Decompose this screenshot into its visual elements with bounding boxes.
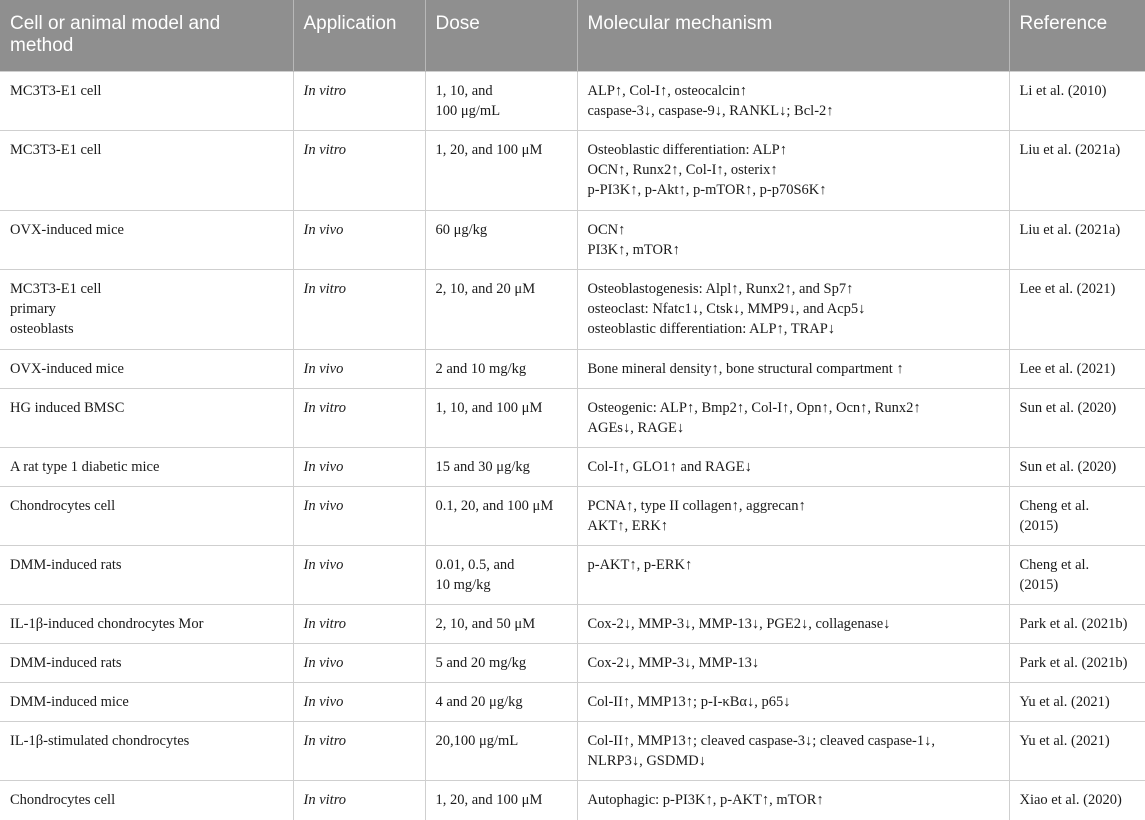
cell-dose-line: 20,100 μg/mL xyxy=(435,733,519,749)
cell-mechanism xyxy=(577,644,1009,683)
cell-model-line: OVX-induced mice xyxy=(10,222,124,238)
cell-model xyxy=(0,683,293,722)
cell-reference-line: Yu et al. (2021) xyxy=(1019,733,1110,749)
cell-reference xyxy=(1009,683,1145,722)
table-row xyxy=(0,487,1145,546)
cell-dose-line: 5 and 20 mg/kg xyxy=(435,655,527,671)
cell-application: In vitro xyxy=(293,722,425,781)
cell-model-line: DMM-induced rats xyxy=(10,557,122,573)
table-body xyxy=(0,72,1145,820)
cell-mechanism xyxy=(577,131,1009,211)
cell-model-line: IL-1β-stimulated chondrocytes xyxy=(10,733,190,749)
cell-mechanism-line: Cox-2↓, MMP-3↓, MMP-13↓ xyxy=(587,655,760,671)
cell-dose-line: 0.01, 0.5, and xyxy=(435,557,515,573)
header-row xyxy=(0,0,1145,72)
cell-application: In vivo xyxy=(293,448,425,487)
table-row xyxy=(0,605,1145,644)
cell-reference-line: Sun et al. (2020) xyxy=(1019,459,1117,475)
table-row xyxy=(0,350,1145,389)
cell-reference xyxy=(1009,781,1145,820)
cell-dose xyxy=(425,131,577,211)
table-row xyxy=(0,546,1145,605)
cell-mechanism-line: ALP↑, Col-I↑, osteocalcin↑ xyxy=(587,83,747,99)
cell-model xyxy=(0,781,293,820)
cell-model xyxy=(0,131,293,211)
cell-model-line: primary xyxy=(10,301,56,317)
cell-mechanism xyxy=(577,389,1009,448)
cell-model xyxy=(0,72,293,131)
cell-mechanism xyxy=(577,683,1009,722)
cell-mechanism-line: Osteogenic: ALP↑, Bmp2↑, Col-I↑, Opn↑, Ocn↑, Runx2↑ xyxy=(587,400,921,416)
cell-dose-line: 1, 10, and xyxy=(435,83,493,99)
cell-reference xyxy=(1009,350,1145,389)
cell-mechanism-line: p-PI3K↑, p-Akt↑, p-mTOR↑, p-p70S6K↑ xyxy=(587,182,827,198)
cell-dose-line: 1, 10, and 100 μM xyxy=(435,400,543,416)
cell-dose xyxy=(425,211,577,270)
cell-mechanism-line: Osteoblastic differentiation: ALP↑ xyxy=(587,142,787,158)
cell-application: In vivo xyxy=(293,350,425,389)
cell-model xyxy=(0,487,293,546)
cell-mechanism-line: p-AKT↑, p-ERK↑ xyxy=(587,557,693,573)
cell-reference xyxy=(1009,487,1145,546)
cell-mechanism xyxy=(577,211,1009,270)
cell-application: In vivo xyxy=(293,211,425,270)
cell-model xyxy=(0,211,293,270)
cell-application: In vitro xyxy=(293,72,425,131)
cell-model xyxy=(0,644,293,683)
cell-application: In vivo xyxy=(293,644,425,683)
cell-application: In vivo xyxy=(293,683,425,722)
cell-model-line: osteoblasts xyxy=(10,321,74,337)
cell-mechanism-line: PCNA↑, type II collagen↑, aggrecan↑ xyxy=(587,498,806,514)
cell-application: In vitro xyxy=(293,389,425,448)
cell-mechanism xyxy=(577,270,1009,350)
cell-reference xyxy=(1009,211,1145,270)
cell-model-line: MC3T3-E1 cell xyxy=(10,281,102,297)
cell-mechanism-line: Bone mineral density↑, bone structural compartment ↑ xyxy=(587,361,904,377)
cell-dose-line: 10 mg/kg xyxy=(435,577,491,593)
cell-model-line: OVX-induced mice xyxy=(10,361,124,377)
cell-dose-line: 2 and 10 mg/kg xyxy=(435,361,527,377)
cell-reference-line: Park et al. (2021b) xyxy=(1019,655,1128,671)
table-row xyxy=(0,389,1145,448)
cell-dose xyxy=(425,644,577,683)
cell-model-line: DMM-induced rats xyxy=(10,655,122,671)
cell-mechanism-line: Osteoblastogenesis: Alpl↑, Runx2↑, and Sp7↑ xyxy=(587,281,854,297)
cell-mechanism-line: Autophagic: p-PI3K↑, p-AKT↑, mTOR↑ xyxy=(587,792,824,808)
cell-model-line: IL-1β-induced chondrocytes Mor xyxy=(10,616,204,632)
cell-reference-line: Lee et al. (2021) xyxy=(1019,361,1116,377)
cell-model-line: DMM-induced mice xyxy=(10,694,129,710)
cell-application: In vivo xyxy=(293,546,425,605)
cell-dose xyxy=(425,487,577,546)
header-mechanism: Molecular mechanism xyxy=(577,0,1009,72)
cell-reference xyxy=(1009,389,1145,448)
cell-reference-line: Yu et al. (2021) xyxy=(1019,694,1110,710)
cell-dose-line: 2, 10, and 20 μM xyxy=(435,281,536,297)
cell-reference-line: Cheng et al. xyxy=(1019,557,1090,573)
cell-dose-line: 1, 20, and 100 μM xyxy=(435,142,543,158)
header-application: Application xyxy=(293,0,425,72)
cell-reference xyxy=(1009,448,1145,487)
cell-mechanism-line: Cox-2↓, MMP-3↓, MMP-13↓, PGE2↓, collagenase↓ xyxy=(587,616,891,632)
cell-mechanism xyxy=(577,448,1009,487)
cell-reference-line: (2015) xyxy=(1019,518,1059,534)
cell-application: In vivo xyxy=(293,487,425,546)
cell-reference xyxy=(1009,72,1145,131)
cell-mechanism xyxy=(577,781,1009,820)
cell-application: In vitro xyxy=(293,131,425,211)
cell-model-line: MC3T3-E1 cell xyxy=(10,83,102,99)
cell-dose-line: 1, 20, and 100 μM xyxy=(435,792,543,808)
cell-mechanism xyxy=(577,605,1009,644)
cell-reference-line: (2015) xyxy=(1019,577,1059,593)
cell-dose-line: 15 and 30 μg/kg xyxy=(435,459,530,475)
cell-mechanism-line: AGEs↓, RAGE↓ xyxy=(587,420,685,436)
cell-mechanism-line: Col-II↑, MMP13↑; p-I-κBα↓, p65↓ xyxy=(587,694,791,710)
cell-mechanism xyxy=(577,722,1009,781)
cell-dose xyxy=(425,389,577,448)
cell-reference xyxy=(1009,131,1145,211)
cell-mechanism-line: AKT↑, ERK↑ xyxy=(587,518,669,534)
header-model: Cell or animal model and method xyxy=(0,0,293,72)
cell-mechanism-line: OCN↑, Runx2↑, Col-I↑, osterix↑ xyxy=(587,162,778,178)
cell-mechanism-line: osteoblastic differentiation: ALP↑, TRAP↓ xyxy=(587,321,836,337)
cell-reference-line: Liu et al. (2021a) xyxy=(1019,222,1121,238)
cell-dose xyxy=(425,722,577,781)
cell-mechanism-line: caspase-3↓, caspase-9↓, RANKL↓; Bcl-2↑ xyxy=(587,103,834,119)
cell-model-line: Chondrocytes cell xyxy=(10,498,116,514)
cell-dose-line: 2, 10, and 50 μM xyxy=(435,616,536,632)
header-reference: Reference xyxy=(1009,0,1145,72)
cell-mechanism xyxy=(577,350,1009,389)
cell-dose-line: 4 and 20 μg/kg xyxy=(435,694,523,710)
cell-reference xyxy=(1009,270,1145,350)
cell-dose xyxy=(425,350,577,389)
cell-model xyxy=(0,546,293,605)
cell-dose xyxy=(425,448,577,487)
cell-dose xyxy=(425,605,577,644)
table-row xyxy=(0,211,1145,270)
cell-model xyxy=(0,448,293,487)
cell-mechanism-line: Col-I↑, GLO1↑ and RAGE↓ xyxy=(587,459,752,475)
cell-mechanism-line: NLRP3↓, GSDMD↓ xyxy=(587,753,706,769)
cell-dose xyxy=(425,546,577,605)
cell-model-line: A rat type 1 diabetic mice xyxy=(10,459,160,475)
cell-model xyxy=(0,605,293,644)
cell-reference xyxy=(1009,722,1145,781)
cell-model xyxy=(0,270,293,350)
cell-model xyxy=(0,389,293,448)
table-row xyxy=(0,683,1145,722)
cell-model-line: MC3T3-E1 cell xyxy=(10,142,102,158)
cell-reference-line: Li et al. (2010) xyxy=(1019,83,1107,99)
header-dose: Dose xyxy=(425,0,577,72)
cell-application: In vitro xyxy=(293,605,425,644)
cell-model-line: HG induced BMSC xyxy=(10,400,125,416)
table-row xyxy=(0,270,1145,350)
cell-reference xyxy=(1009,546,1145,605)
cell-model xyxy=(0,350,293,389)
cell-model-line: Chondrocytes cell xyxy=(10,792,116,808)
cell-dose xyxy=(425,72,577,131)
table-row xyxy=(0,781,1145,820)
cell-model xyxy=(0,722,293,781)
cell-reference xyxy=(1009,644,1145,683)
cell-dose xyxy=(425,270,577,350)
cell-dose xyxy=(425,781,577,820)
table-row xyxy=(0,131,1145,211)
cell-mechanism-line: OCN↑ xyxy=(587,222,626,238)
cell-reference-line: Xiao et al. (2020) xyxy=(1019,792,1122,808)
cell-application: In vitro xyxy=(293,270,425,350)
table-row xyxy=(0,448,1145,487)
cell-mechanism xyxy=(577,487,1009,546)
table-row xyxy=(0,722,1145,781)
cell-dose xyxy=(425,683,577,722)
cell-mechanism-line: osteoclast: Nfatc1↓, Ctsk↓, MMP9↓, and Acp5↓ xyxy=(587,301,866,317)
cell-dose-line: 60 μg/kg xyxy=(435,222,488,238)
cell-dose-line: 100 μg/mL xyxy=(435,103,501,119)
cell-dose-line: 0.1, 20, and 100 μM xyxy=(435,498,554,514)
cell-reference-line: Lee et al. (2021) xyxy=(1019,281,1116,297)
cell-application: In vitro xyxy=(293,781,425,820)
cell-reference-line: Liu et al. (2021a) xyxy=(1019,142,1121,158)
table-row xyxy=(0,72,1145,131)
cell-mechanism-line: Col-II↑, MMP13↑; cleaved caspase-3↓; cleaved caspase-1↓, xyxy=(587,733,935,749)
cell-reference-line: Park et al. (2021b) xyxy=(1019,616,1128,632)
cell-reference-line: Sun et al. (2020) xyxy=(1019,400,1117,416)
cell-reference xyxy=(1009,605,1145,644)
cell-mechanism xyxy=(577,72,1009,131)
cell-reference-line: Cheng et al. xyxy=(1019,498,1090,514)
cell-mechanism xyxy=(577,546,1009,605)
table-row xyxy=(0,644,1145,683)
cell-mechanism-line: PI3K↑, mTOR↑ xyxy=(587,242,680,258)
